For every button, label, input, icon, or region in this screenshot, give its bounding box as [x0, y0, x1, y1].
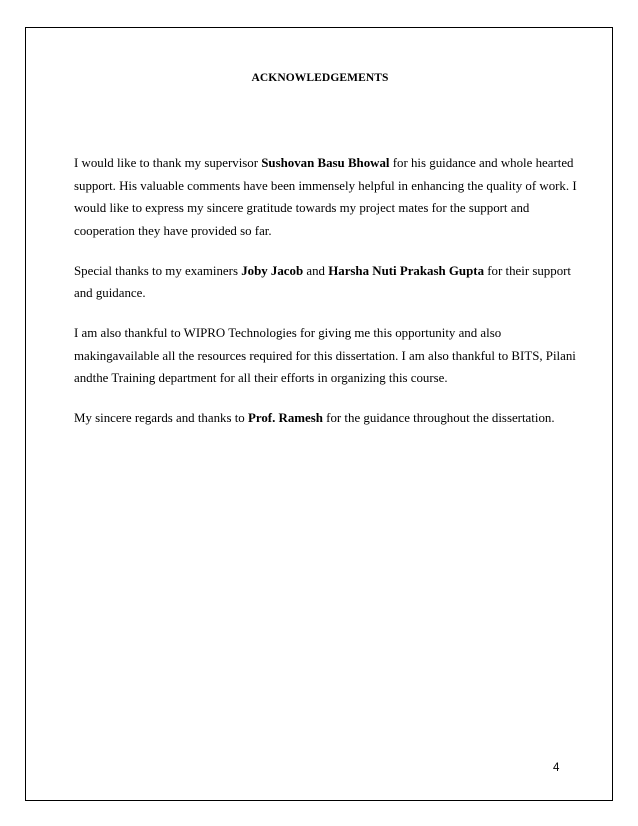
text-run: support. His valuable comments have been immensely helpful in enhancing the quality of work. I	[74, 178, 577, 193]
text-run: for their support	[484, 263, 572, 278]
text-run: cooperation they have provided so far.	[74, 223, 272, 238]
text-run: for his guidance and whole hearted	[389, 156, 574, 170]
text-line	[74, 322, 576, 345]
text-run: makingavailable all the resources required for this dissertation. I am also thankful to BITS, Pilani	[74, 348, 576, 363]
text-line	[74, 345, 576, 368]
paragraph-2	[74, 260, 576, 305]
text-line	[74, 152, 576, 175]
paragraph-3	[74, 322, 576, 390]
text-run: andthe Training department for all their efforts in organizing this course.	[74, 371, 448, 385]
text-run: I would like to thank my supervisor	[74, 156, 262, 170]
document-body	[74, 152, 576, 447]
text-line	[74, 407, 576, 430]
text-run: Special thanks to my examiners	[74, 263, 242, 278]
text-run: My sincere regards and thanks to	[74, 411, 248, 425]
text-run: I am also thankful to WIPRO Technologies for giving me this opportunity and also	[74, 326, 502, 340]
bold-name: Harsha Nuti Prakash Gupta	[328, 263, 485, 278]
text-run: and	[303, 263, 329, 278]
text-run: for the guidance throughout the dissertation.	[322, 411, 555, 425]
text-line	[74, 367, 576, 390]
page-number: 4	[553, 762, 560, 774]
paragraph-1	[74, 152, 576, 242]
page-title: ACKNOWLEDGEMENTS	[251, 72, 389, 84]
paragraph-4	[74, 407, 576, 430]
text-line	[74, 197, 576, 220]
bold-name: Sushovan Basu Bhowal	[261, 156, 390, 170]
text-line	[74, 282, 576, 305]
bold-name: Prof. Ramesh	[247, 411, 323, 425]
text-run: would like to express my sincere gratitude towards my project mates for the support and	[74, 201, 530, 215]
text-line	[74, 175, 576, 198]
text-line	[74, 260, 576, 283]
text-run: and guidance.	[74, 286, 146, 300]
bold-name: Joby Jacob	[241, 263, 304, 278]
text-line	[74, 220, 576, 243]
